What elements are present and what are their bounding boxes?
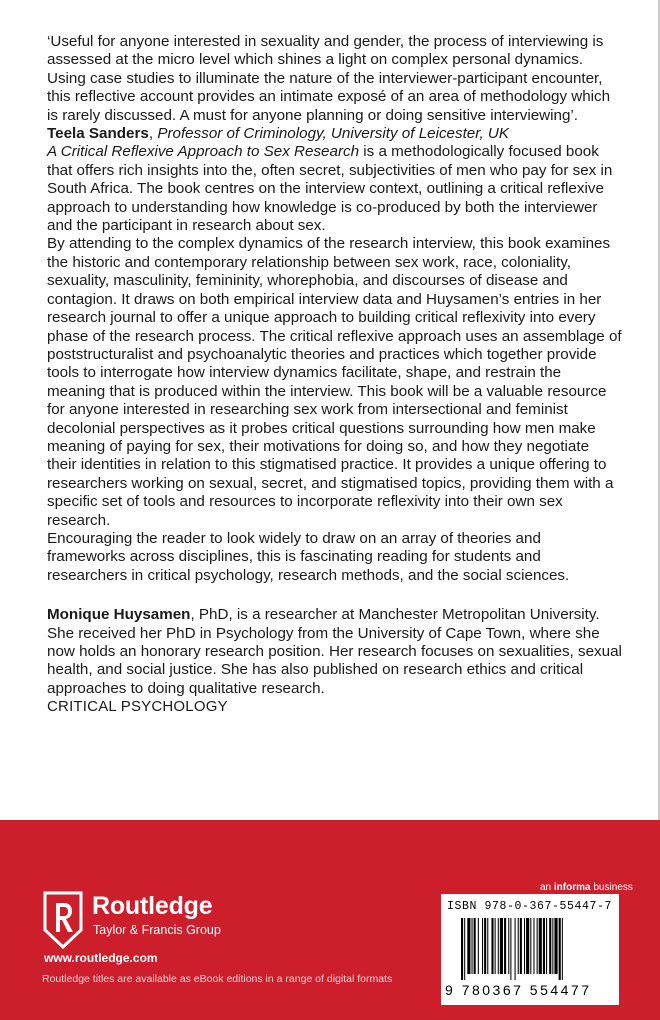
barcode-bar <box>520 918 522 974</box>
barcode-bar <box>559 918 561 980</box>
barcode-bar <box>495 918 496 974</box>
barcode-bar <box>467 918 470 974</box>
barcode-bar <box>484 918 486 974</box>
publisher-name: Routledge <box>92 892 213 920</box>
barcode-bar <box>549 918 551 974</box>
barcode-bar <box>524 918 525 974</box>
barcode-bar <box>526 918 529 974</box>
barcode-bar <box>482 918 483 974</box>
barcode-bar <box>530 918 531 974</box>
barcode-bar <box>508 918 509 974</box>
quote-text: ‘Useful for anyone interested in sexuality and gender, the process of interviewing is assessed at the micro level which shines a light on complex personal dynamics. Using case studies to illuminate the nature of the interviewer-participant encounter, this reflective account provides an intimate exposé of an area of methodology which is rarely discussed. A must for anyone planning or doing sensitive interviewing’. <box>47 33 611 124</box>
barcode-bar <box>478 918 479 974</box>
description-paragraph-3: Encouraging the reader to look widely to draw on an array of theories and frameworks across disciplines, this is fascinating reading for students and researchers in critical psychology, research methods, and the social sciences. <box>47 529 570 584</box>
barcode-bar <box>500 918 503 974</box>
barcode-bar <box>518 918 519 974</box>
author-credential: , PhD <box>190 606 229 624</box>
barcode-bar <box>533 918 534 974</box>
quote-attribution: Teela Sanders, Professor of Criminology, University of Leicester, UK <box>47 125 510 143</box>
subject-category: CRITICAL PSYCHOLOGY <box>47 698 228 716</box>
barcode-bar <box>543 918 545 974</box>
author-bio-text: , is a researcher at Manchester Metropolitan University. She received her PhD in Psychology from the University of Cape Town, where she now holds an honorary research position. Her research focuses on sexualities, sexual health, and social justice. She has also published on research ethics and critical approaches to doing qualitative research. <box>47 606 622 697</box>
description-paragraph-2: By attending to the complex dynamics of the research interview, this book examines the historic and contemporary relationship between sex work, race, coloniality, sexuality, masculinity, femininity, whorephobia, and discourses of disease and contagion. It draws on both empirical interview data and Huysamen’s entries in her research journal to offer a unique approach to building critical reflexivity into every phase of the research process. The critical reflexive approach uses an assemblage of poststructuralist and psychoanalytic theories and practices which together provide tools to interrogate how interview dynamics facilitate, shape, and restrain the meaning that is produced within the interview. This book will be a valuable resource for anyone interested in researching sex work from intersectional and feminist decolonial perspectives as it probes critical questions surrounding how men make meaning of paying for sex, their motivations for doing so, and how they negotiate their identities in relation to this stigmatised practice. It provides a unique offering to researchers working on sexual, secret, and stigmatised topics, providing them with a specific set of tools and resources to incorporate reflexivity into their own sex research. <box>47 235 622 529</box>
ebook-note: Routledge titles are available as eBook editions in a range of digital formats <box>42 973 393 985</box>
publisher-footer <box>0 820 660 1020</box>
description-paragraph-1 <box>47 143 622 235</box>
barcode-bar <box>552 918 553 974</box>
barcode-bar <box>539 918 542 974</box>
description-paragraph-1-text: is a methodologically focused book that offers rich insights into the, often secret, subjectivities of men who pay for sex in South Africa. The book centres on the interview context, outlining a critical reflexive approach to understanding how knowledge is co-produced by both the interviewer and the participant in research about sex. <box>47 143 613 235</box>
isbn-number: ISBN 978-0-367-55447-7 <box>447 900 613 913</box>
barcode-bar <box>461 918 463 980</box>
endorsement-quote <box>47 33 622 143</box>
publisher-logo <box>42 890 292 970</box>
informa-prefix: an <box>540 882 554 893</box>
barcode-bar <box>562 918 563 980</box>
informa-suffix: business <box>590 882 633 893</box>
back-cover-text <box>47 33 622 717</box>
informa-bold: informa <box>553 882 591 893</box>
barcode-bar <box>537 918 538 974</box>
author-bio <box>47 606 622 698</box>
quote-author-title: Professor of Criminology, University of Leicester, UK <box>157 125 510 143</box>
routledge-r-logo-icon <box>42 890 84 950</box>
barcode-bar <box>554 918 557 974</box>
barcode-bar <box>472 918 473 974</box>
publisher-group: Taylor & Francis Group <box>93 923 221 937</box>
quote-author: Teela Sanders <box>47 125 149 143</box>
informa-business-label <box>540 882 633 894</box>
barcode-bar <box>498 918 499 974</box>
barcode-bar <box>510 918 511 980</box>
barcode-bar <box>474 918 476 974</box>
barcode-panel <box>441 894 619 1005</box>
barcode-bar <box>491 918 493 974</box>
barcode-digits: 9 780367 554477 <box>445 982 592 998</box>
barcode-bar <box>487 918 488 974</box>
barcode-bar <box>504 918 506 974</box>
barcode-bar <box>464 918 465 980</box>
publisher-url[interactable]: www.routledge.com <box>44 951 158 965</box>
barcode-bar <box>546 918 547 974</box>
author-name: Monique Huysamen <box>47 606 191 624</box>
isbn-barcode-icon <box>459 918 609 980</box>
barcode-bar <box>515 918 516 980</box>
book-title: A Critical Reflexive Approach to Sex Research <box>47 143 360 161</box>
